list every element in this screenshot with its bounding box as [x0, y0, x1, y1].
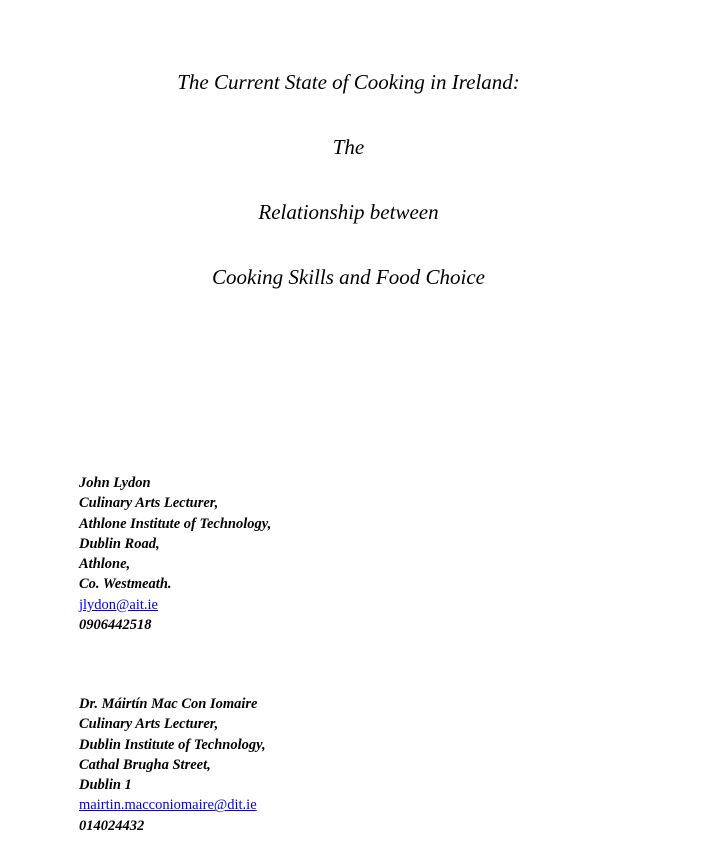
author-email-line: [79, 795, 266, 815]
email-link[interactable]: mairtin.macconiomaire@dit.ie: [79, 797, 257, 814]
author-phone: 014024432: [79, 817, 145, 834]
author-address-line: Athlone,: [79, 556, 131, 573]
author-address-line: Dublin 1: [79, 777, 132, 794]
author-block-lydon: [79, 473, 271, 635]
author-position: Culinary Arts Lecturer,: [79, 716, 219, 733]
author-email-line: [79, 595, 271, 615]
author-institution: Dublin Institute of Technology,: [79, 736, 266, 753]
title-block: [0, 66, 697, 326]
email-link[interactable]: jlydon@ait.ie: [79, 596, 158, 613]
author-institution: Athlone Institute of Technology,: [79, 515, 272, 532]
title-line-2: The: [332, 135, 365, 159]
title-line-1: The Current State of Cooking in Ireland:: [177, 70, 520, 94]
author-block-mac-con-iomaire: [79, 694, 266, 836]
author-name: Dr. Máirtín Mac Con Iomaire: [79, 696, 258, 712]
title-line-4: Cooking Skills and Food Choice: [212, 265, 485, 289]
author-name: John Lydon: [79, 475, 151, 491]
author-address-line: Cathal Brugha Street,: [79, 756, 211, 773]
author-position: Culinary Arts Lecturer,: [79, 495, 219, 512]
author-address-line: Dublin Road,: [79, 535, 160, 552]
title-line-3: Relationship between: [258, 200, 439, 224]
author-phone: 0906442518: [79, 617, 152, 634]
author-address-line: Co. Westmeath.: [79, 576, 172, 593]
